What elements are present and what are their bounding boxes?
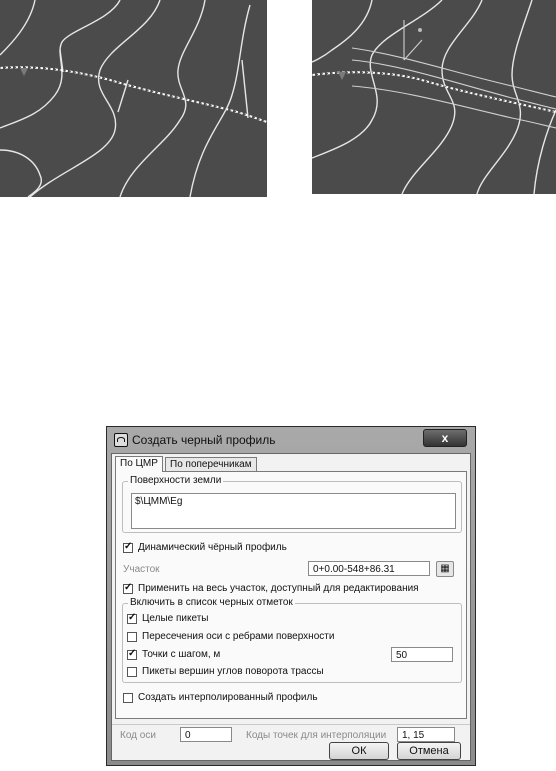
terrain-image-right <box>312 0 556 194</box>
step-points-checkbox[interactable] <box>127 650 137 660</box>
axis-code-label: Код оси <box>120 730 156 741</box>
close-icon: x <box>441 431 449 445</box>
intersections-label: Пересечения оси с ребрами поверхности <box>142 631 335 642</box>
dynamic-profile-checkbox[interactable] <box>123 543 133 553</box>
section-field[interactable]: 0+0.00-548+86.31 <box>308 561 430 576</box>
interpolated-checkbox[interactable] <box>123 693 133 703</box>
tab-panel <box>115 471 467 719</box>
section-label: Участок <box>123 564 160 575</box>
dynamic-profile-label: Динамический чёрный профиль <box>138 542 287 553</box>
dialog-title: Создать черный профиль <box>132 433 276 447</box>
vertex-pickets-checkbox[interactable] <box>127 667 137 677</box>
divider <box>112 724 470 725</box>
terrain-image-left <box>0 0 267 197</box>
include-group <box>122 597 462 683</box>
step-points-label: Точки с шагом, м <box>142 649 221 660</box>
cancel-button[interactable]: Отмена <box>397 742 461 760</box>
app-icon <box>114 433 128 447</box>
vertex-pickets-label: Пикеты вершин углов поворота трассы <box>142 666 324 677</box>
pick-section-button[interactable] <box>436 561 454 577</box>
interpolated-label: Создать интерполированный профиль <box>138 692 318 703</box>
step-value-field[interactable]: 50 <box>391 647 453 662</box>
surfaces-listbox[interactable] <box>131 493 456 529</box>
create-profile-dialog <box>106 426 476 766</box>
include-group-label: Включить в список черных отметок <box>130 597 293 608</box>
surfaces-group-label: Поверхности земли <box>130 475 222 486</box>
tab-by-cross-sections[interactable]: По поперечникам <box>165 457 257 472</box>
ok-button[interactable]: ОК <box>329 742 389 760</box>
interp-codes-field[interactable]: 1, 15 <box>397 727 455 742</box>
close-button[interactable] <box>423 429 467 447</box>
whole-pickets-checkbox[interactable] <box>127 614 137 624</box>
dialog-titlebar[interactable] <box>107 427 475 453</box>
intersections-checkbox[interactable] <box>127 632 137 642</box>
interp-codes-label: Коды точек для интерполяции <box>246 730 387 741</box>
contour-map-left <box>0 0 267 197</box>
dialog-client-area <box>111 453 471 761</box>
apply-whole-checkbox[interactable] <box>123 584 133 594</box>
list-item[interactable]: $\ЦММ\Eg <box>135 496 183 507</box>
whole-pickets-label: Целые пикеты <box>142 613 209 624</box>
pick-icon: ▦ <box>440 563 450 574</box>
contour-map-right <box>312 0 556 194</box>
surfaces-group <box>122 475 462 533</box>
tab-by-dtm[interactable]: По ЦМР <box>115 456 163 472</box>
axis-code-field[interactable]: 0 <box>180 727 232 742</box>
apply-whole-label: Применить на весь участок, доступный для редактирования <box>138 583 419 594</box>
